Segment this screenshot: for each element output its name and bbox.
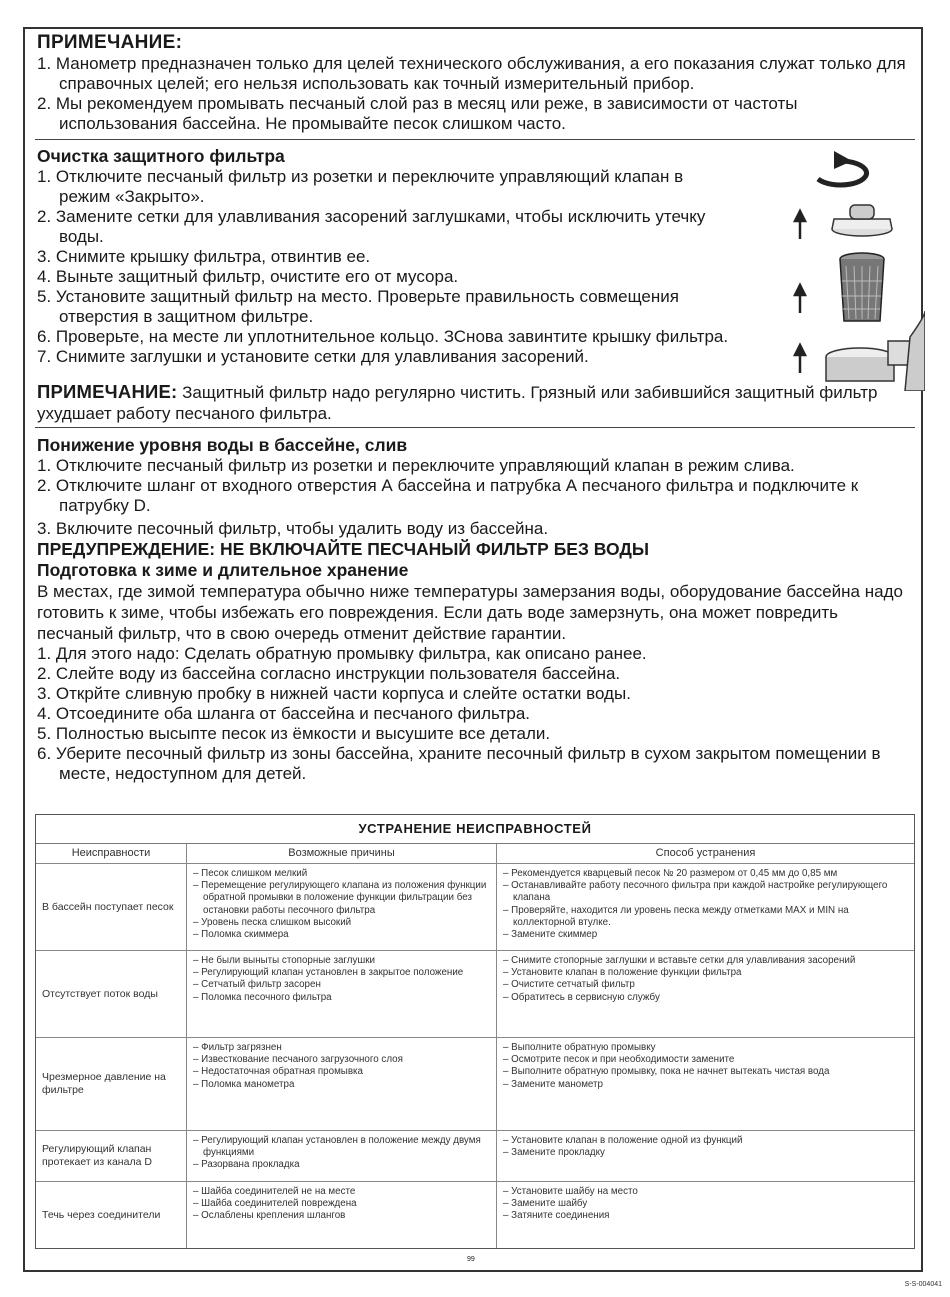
divider: [35, 427, 915, 428]
cause-line: – Шайба соединителей повреждена: [193, 1198, 490, 1210]
cause-line: – Песок слишком мелкий: [193, 868, 490, 880]
cause-line: – Фильтр загрязнен: [193, 1042, 490, 1054]
solutions-cell: [497, 1182, 914, 1248]
cleaning-section: [37, 146, 731, 367]
solution-line: – Рекомендуется кварцевый песок № 20 размером от 0,45 мм до 0,85 мм: [503, 868, 908, 880]
cause-line: – Поломка манометра: [193, 1079, 490, 1091]
table-row: [36, 1131, 914, 1182]
solution-line: – Замените прокладку: [503, 1147, 908, 1159]
problem-cell: Регулирующий клапан протекает из канала D: [36, 1131, 187, 1181]
causes-cell: [187, 1131, 497, 1181]
cleaning-step: 5. Установите защитный фильтр на место. Проверьте правильность совмещения отверстия в защитном фильтре.: [37, 287, 679, 326]
solution-line: – Осмотрите песок и при необходимости замените: [503, 1054, 908, 1066]
cause-line: – Известкование песчаного загрузочного слоя: [193, 1054, 490, 1066]
solutions-cell: [497, 1131, 914, 1181]
table-title: УСТРАНЕНИЕ НЕИСПРАВНОСТЕЙ: [36, 815, 914, 844]
solution-line: – Затяните соединения: [503, 1210, 908, 1222]
table-row: [36, 1038, 914, 1131]
winter-step: 2. Слейте воду из бассейна согласно инструкции пользователя бассейна.: [37, 664, 621, 683]
divider: [35, 139, 915, 140]
cleaning-note-text: Защитный фильтр надо регулярно чистить. Грязный или забившийся защитный фильтр ухудшает работу песчаного фильтра.: [37, 383, 878, 423]
document-id: S-S-004041: [904, 1281, 942, 1288]
winter-step: 4. Отсоедините оба шланга от бассейна и песчаного фильтра.: [37, 704, 531, 723]
solutions-cell: [497, 951, 914, 1037]
solution-line: – Замените шайбу: [503, 1198, 908, 1210]
solution-line: – Замените скиммер: [503, 929, 908, 941]
lowering-title: Понижение уровня воды в бассейне, слив: [37, 435, 408, 455]
cause-line: – Регулирующий клапан установлен в положение между двумя функциями: [193, 1135, 490, 1159]
winter-title: Подготовка к зиме и длительное хранение: [37, 560, 409, 580]
winter-step: 3. Открйте сливную пробку в нижней части корпуса и слейте остатки воды.: [37, 684, 631, 703]
solution-line: – Проверяйте, находится ли уровень песка между отметками MAX и MIN на коллекторной втулке.: [503, 905, 908, 929]
cause-line: – Ослаблены крепления шлангов: [193, 1210, 490, 1222]
warning-text: ПРЕДУПРЕЖДЕНИЕ: НЕ ВКЛЮЧАЙТЕ ПЕСЧАНЫЙ ФИЛЬТР БЕЗ ВОДЫ: [37, 539, 649, 559]
table-row: [36, 864, 914, 951]
problem-cell: Отсутствует поток воды: [36, 951, 187, 1037]
causes-cell: [187, 951, 497, 1037]
lowering-step: 2. Отключите шланг от входного отверстия А бассейна и патрубка А песчаного фильтра и подключите к патрубку D.: [37, 476, 859, 515]
cause-line: – Поломка песочного фильтра: [193, 992, 490, 1004]
cause-line: – Разорвана прокладка: [193, 1159, 490, 1171]
cleaning-note-label: ПРИМЕЧАНИЕ:: [37, 381, 178, 402]
problem-cell: В бассейн поступает песок: [36, 864, 187, 950]
lowering-step: 1. Отключите песчаный фильтр из розетки и переключите управляющий клапан в режим слива.: [37, 456, 795, 475]
lowering-step: 3. Включите песочный фильтр, чтобы удалить воду из бассейна.: [37, 519, 549, 538]
problem-cell: Течь через соединители: [36, 1182, 187, 1248]
filter-disassembly-illustration: [770, 141, 925, 391]
note-title: ПРИМЕЧАНИЕ:: [37, 32, 183, 53]
cleaning-step: 7. Снимите заглушки и установите сетки для улавливания засорений.: [37, 347, 589, 366]
cleaning-step: 2. Замените сетки для улавливания засорений заглушками, чтобы исключить утечку воды.: [37, 207, 706, 246]
winter-step: 5. Полностью высыпте песок из ёмкости и высушите все детали.: [37, 724, 551, 743]
cause-line: – Сетчатый фильтр засорен: [193, 979, 490, 991]
causes-cell: [187, 1038, 497, 1130]
solution-line: – Выполните обратную промывку: [503, 1042, 908, 1054]
table-header-row: [36, 844, 914, 864]
cause-line: – Не были выныты стопорные заглушки: [193, 955, 490, 967]
cleaning-step: 1. Отключите песчаный фильтр из розетки и переключите управляющий клапан в режим «Закрыто».: [37, 167, 684, 206]
cleaning-step: 3. Снимите крышку фильтра, отвинтив ее.: [37, 247, 371, 266]
solutions-cell: [497, 1038, 914, 1130]
note-item: 1. Манометр предназначен только для целей технического обслуживания, а его показания служат только для справочных целей; его нельзя использовать как точный измерительный прибор.: [37, 54, 906, 93]
cause-line: – Шайба соединителей не на месте: [193, 1186, 490, 1198]
cleaning-step: 6. Проверьте, на месте ли уплотнительное кольцо. ЗСнова завинтите крышку фильтра.: [37, 327, 729, 346]
winter-step: 6. Уберите песочный фильтр из зоны бассейна, храните песочный фильтр в сухом закрытом помещении в месте, недоступном для детей.: [37, 744, 881, 783]
cause-line: – Недостаточная обратная промывка: [193, 1066, 490, 1078]
causes-cell: [187, 1182, 497, 1248]
solution-line: – Замените манометр: [503, 1079, 908, 1091]
cause-line: – Уровень песка слишком высокий: [193, 917, 490, 929]
causes-cell: [187, 864, 497, 950]
cleaning-step: 4. Выньте защитный фильтр, очистите его от мусора.: [37, 267, 459, 286]
header-problem: Неисправности: [36, 844, 187, 863]
problem-cell: Чрезмерное давление на фильтре: [36, 1038, 187, 1130]
solution-line: – Очистите сетчатый фильтр: [503, 979, 908, 991]
winter-intro: В местах, где зимой температура обычно ниже температуры замерзания воды, оборудование бассейна надо готовить к зиме, чтобы избежать его повреждения. Если дать воде замерзнуть, она может повредить песчаный фильтр, что в свою очередь отменит действие гарантии.: [37, 582, 903, 643]
solution-line: – Установите шайбу на место: [503, 1186, 908, 1198]
page-frame: [23, 27, 923, 1272]
note-section: [37, 32, 913, 134]
cause-line: – Перемещение регулирующего клапана из положения функции обратной промывки в положение функции фильтрации без остановки работы песочного фильтра: [193, 880, 490, 917]
troubleshooting-table: [35, 814, 915, 1249]
cause-line: – Поломка скиммера: [193, 929, 490, 941]
header-solutions: Способ устранения: [655, 847, 756, 859]
solution-line: – Останавливайте работу песочного фильтра при каждой настройке регулирующего клапана: [503, 880, 908, 904]
solution-line: – Установите клапан в положение одной из функций: [503, 1135, 908, 1147]
table-row: [36, 951, 914, 1038]
solution-line: – Выполните обратную промывку, пока не начнет вытекать чистая вода: [503, 1066, 908, 1078]
header-causes: Возможные причины: [187, 844, 497, 863]
winter-step: 1. Для этого надо: Сделать обратную промывку фильтра, как описано ранее.: [37, 644, 647, 663]
solutions-cell: [497, 864, 914, 950]
solution-line: – Установите клапан в положение функции фильтра: [503, 967, 908, 979]
page-number: 99: [467, 1256, 475, 1263]
solution-line: – Обратитесь в сервисную службу: [503, 992, 908, 1004]
cause-line: – Регулирующий клапан установлен в закрытое положение: [193, 967, 490, 979]
note-item: 2. Мы рекомендуем промывать песчаный слой раз в месяц или реже, в зависимости от частоты использования бассейна. Не промывайте песок слишком часто.: [37, 94, 798, 133]
table-row: [36, 1182, 914, 1248]
solution-line: – Снимите стопорные заглушки и вставьте сетки для улавливания засорений: [503, 955, 908, 967]
cleaning-title: Очистка защитного фильтра: [37, 146, 285, 166]
lowering-section: [37, 435, 913, 784]
